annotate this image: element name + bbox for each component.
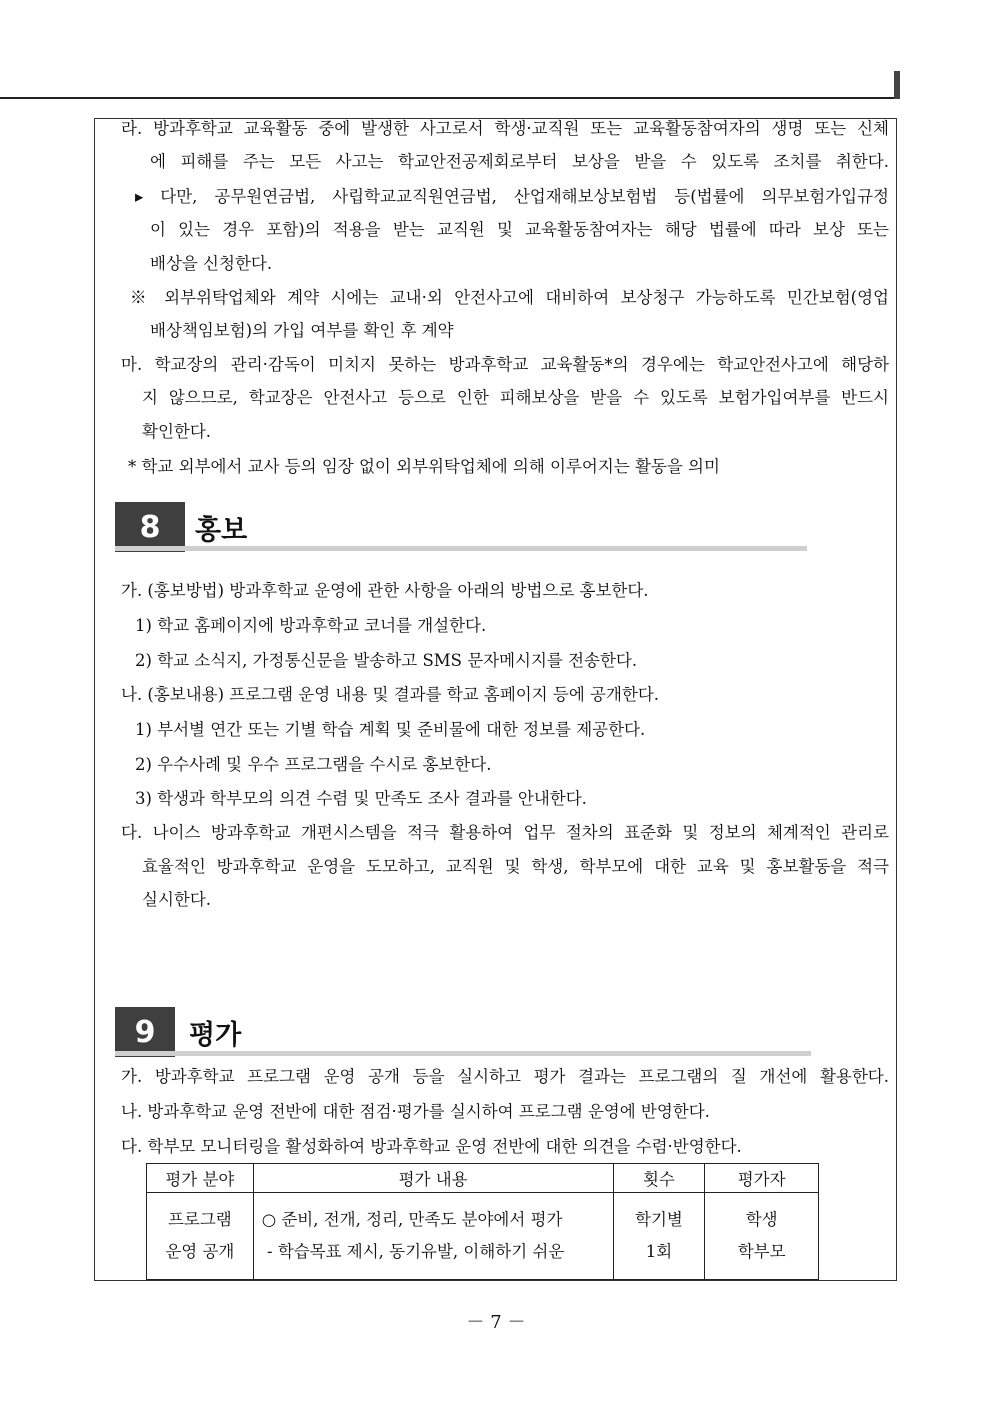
sec8-da-line2: 효율적인 방과후학교 운영을 도모하고, 교직원 및 학생, 학부모에 대한 교육 및 홍보활동을 적극 bbox=[142, 857, 889, 876]
note-1-line1: ▸ 다만, 공무원연금법, 사립학교교직원연금법, 산업재해보상보험법 등(법률에 의무보험가입규정 bbox=[135, 187, 889, 206]
sec8-ga-item2: 2) 학교 소식지, 가정통신문을 발송하고 SMS 문자메시지를 전송한다. bbox=[135, 651, 638, 670]
sec8-da-line1: 다. 나이스 방과후학교 개편시스템을 적극 활용하여 업무 절차의 표준화 및 정보의 체계적인 관리로 bbox=[121, 823, 889, 842]
table-header-evaluator: 평가자 bbox=[705, 1164, 819, 1193]
table-header-row bbox=[147, 1164, 819, 1193]
section-9-number: 9 bbox=[115, 1007, 175, 1057]
sec8-ga: 가. (홍보방법) 방과후학교 운영에 관한 사항을 아래의 방법으로 홍보한다. bbox=[121, 581, 649, 600]
paragraph-ma-line2: 지 않으므로, 학교장은 안전사고 등으로 인한 피해보상을 받을 수 있도록 보험가입여부를 반드시 bbox=[142, 388, 889, 407]
cell-content-line2: - 학습목표 제시, 동기유발, 이해하기 쉬운 bbox=[261, 1242, 565, 1261]
note-2-line1: ※ 외부위탁업체와 계약 시에는 교내·외 안전사고에 대비하여 보상청구 가능하도록 민간보험(영업 bbox=[130, 288, 889, 307]
header-rule bbox=[0, 97, 898, 99]
cell-evaluator-line1: 학생 bbox=[745, 1210, 778, 1229]
table-header-area: 평가 분야 bbox=[147, 1164, 254, 1193]
paragraph-ra-line1: 라. 방과후학교 교육활동 중에 발생한 사고로서 학생·교직원 또는 교육활동참여자의 생명 또는 신체 bbox=[121, 119, 889, 138]
section-9-title: 평가 bbox=[189, 1019, 242, 1051]
paragraph-ra-line2: 에 피해를 주는 모든 사고는 학교안전공제회로부터 보상을 받을 수 있도록 조치를 취한다. bbox=[150, 152, 889, 171]
note-1-line3: 배상을 신청한다. bbox=[150, 254, 273, 273]
section-8-underline bbox=[115, 546, 807, 551]
cell-count-line2: 1회 bbox=[645, 1242, 673, 1261]
table-header-content: 평가 내용 bbox=[253, 1164, 613, 1193]
cell-content-line1: ○ 준비, 전개, 정리, 만족도 분야에서 평가 bbox=[261, 1210, 563, 1229]
sec8-na-item3: 3) 학생과 학부모의 의견 수렴 및 만족도 조사 결과를 안내한다. bbox=[135, 789, 587, 808]
paragraph-ma-line3: 확인한다. bbox=[142, 422, 212, 441]
cell-evaluator bbox=[705, 1193, 819, 1280]
cell-content bbox=[253, 1193, 613, 1280]
cell-count bbox=[613, 1193, 705, 1280]
cell-area-line1: 프로그램 bbox=[167, 1210, 232, 1229]
section-9-heading bbox=[115, 1007, 241, 1057]
sec8-na: 나. (홍보내용) 프로그램 운영 내용 및 결과를 학교 홈페이지 등에 공개한다. bbox=[121, 685, 660, 704]
cell-area bbox=[147, 1193, 254, 1280]
section-8-title: 홍보 bbox=[195, 514, 248, 546]
paragraph-ma-line1: 마. 학교장의 관리·감독이 미치지 못하는 방과후학교 교육활동*의 경우에는 학교안전사고에 해당하 bbox=[121, 355, 889, 374]
sec8-na-item2: 2) 우수사례 및 우수 프로그램을 수시로 홍보한다. bbox=[135, 755, 492, 774]
note-2-line2: 배상책임보험)의 가입 여부를 확인 후 계약 bbox=[150, 321, 454, 340]
header-tab-marker bbox=[894, 71, 900, 99]
sec9-ga: 가. 방과후학교 프로그램 운영 공개 등을 실시하고 평가 결과는 프로그램의 질 개선에 활용한다. bbox=[121, 1067, 889, 1086]
sec9-da: 다. 학부모 모니터링을 활성화하여 방과후학교 운영 전반에 대한 의견을 수렴·반영한다. bbox=[121, 1137, 742, 1156]
sec9-na: 나. 방과후학교 운영 전반에 대한 점검·평가를 실시하여 프로그램 운영에 반영한다. bbox=[121, 1102, 710, 1121]
sec8-ga-item1: 1) 학교 홈페이지에 방과후학교 코너를 개설한다. bbox=[135, 616, 487, 635]
cell-area-line2: 운영 공개 bbox=[165, 1242, 235, 1261]
sec8-da-line3: 실시한다. bbox=[142, 890, 212, 909]
note-1-line2: 이 있는 경우 포함)의 적용을 받는 교직원 및 교육활동참여자는 해당 법률에 따라 보상 또는 bbox=[150, 220, 889, 239]
cell-count-line1: 학기별 bbox=[635, 1210, 683, 1229]
section-8-number: 8 bbox=[115, 502, 185, 552]
section-8-heading bbox=[115, 502, 247, 552]
evaluation-table bbox=[146, 1163, 819, 1280]
page-number: － 7 － bbox=[466, 1312, 526, 1333]
cell-evaluator-line2: 학부모 bbox=[737, 1242, 786, 1261]
table-header-count: 횟수 bbox=[613, 1164, 705, 1193]
sec8-na-item1: 1) 부서별 연간 또는 기별 학습 계획 및 준비물에 대한 정보를 제공한다. bbox=[135, 720, 646, 739]
footnote: * 학교 외부에서 교사 등의 임장 없이 외부위탁업체에 의해 이루어지는 활동을 의미 bbox=[128, 457, 720, 476]
section-9-underline bbox=[115, 1051, 811, 1056]
table-row bbox=[147, 1193, 819, 1280]
